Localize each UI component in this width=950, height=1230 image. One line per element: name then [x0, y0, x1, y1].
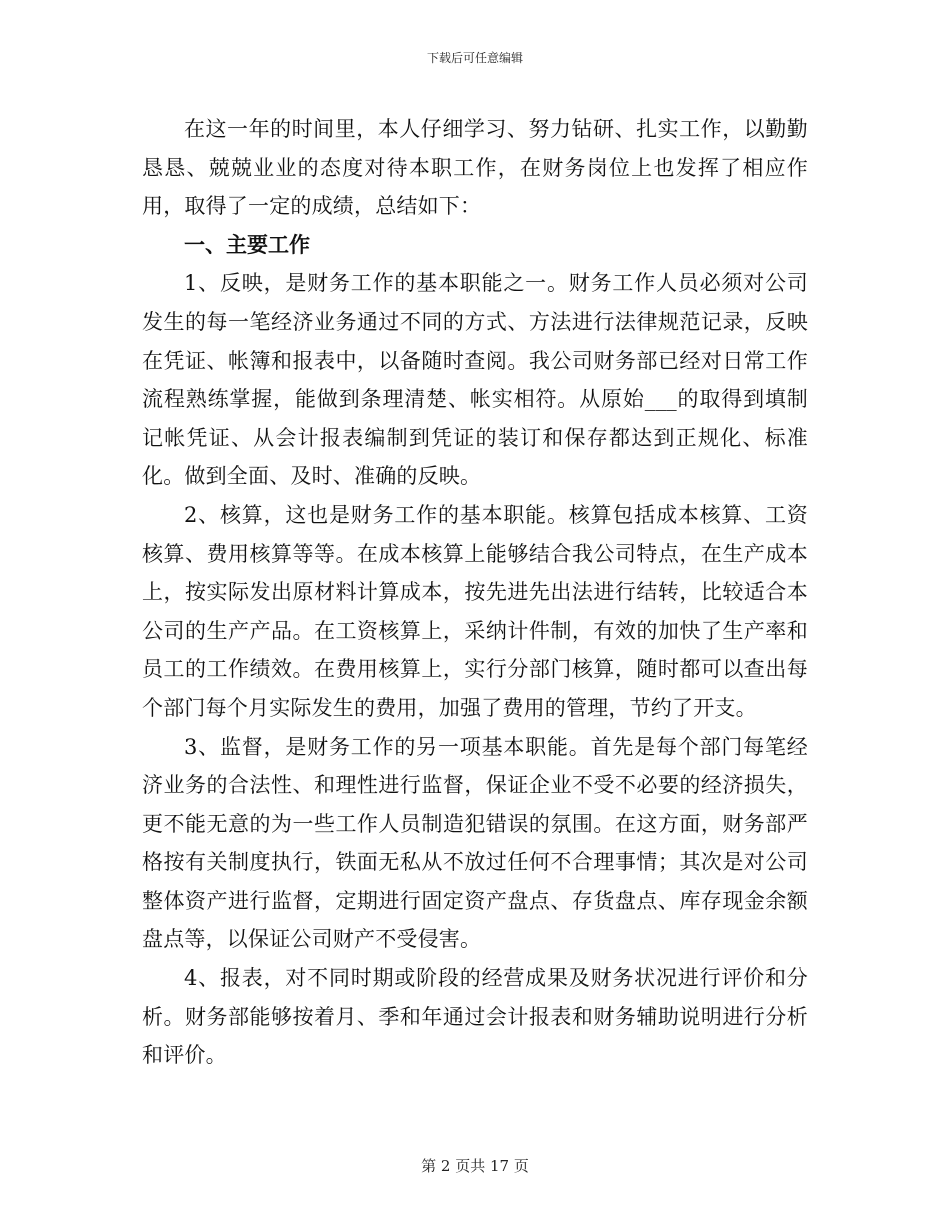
section-heading: 一、主要工作	[184, 231, 310, 257]
document-body	[142, 110, 808, 1075]
page-header: 下载后可任意编辑	[426, 51, 523, 65]
paragraph-item-1: 1、反映，是财务工作的基本职能之一。财务工作人员必须对公司发生的每一笔经济业务通过不同的方式、方法进行法律规范记录，反映在凭证、帐簿和报表中，以备随时查阅。我公司财务部已经对日常工作流程熟练掌握，能做到条理清楚、帐实相符。从原始___的取得到填制记帐凭证、从会计报表编制到凭证的装订和保存都达到正规化、标准化。做到全面、及时、准确的反映。	[142, 271, 808, 489]
paragraph-item-3: 3、监督，是财务工作的另一项基本职能。首先是每个部门每笔经济业务的合法性、和理性进行监督，保证企业不受不必要的经济损失，更不能无意的为一些工作人员制造犯错误的氛围。在这方面，财务部严格按有关制度执行，铁面无私从不放过任何不合理事情；其次是对公司整体资产进行监督，定期进行固定资产盘点、存货盘点、库存现金余额盘点等，以保证公司财产不受侵害。	[142, 734, 808, 952]
page-number: 第 2 页共 17 页	[421, 1157, 529, 1175]
paragraph-item-2: 2、核算，这也是财务工作的基本职能。核算包括成本核算、工资核算、费用核算等等。在成本核算上能够结合我公司特点，在生产成本上，按实际发出原材料计算成本，按先进先出法进行结转，比较适合本公司的生产产品。在工资核算上，采纳计件制，有效的加快了生产率和员工的工作绩效。在费用核算上，实行分部门核算，随时都可以查出每个部门每个月实际发生的费用，加强了费用的管理，节约了开支。	[142, 502, 808, 720]
intro-paragraph: 在这一年的时间里，本人仔细学习、努力钻研、扎实工作，以勤勤恳恳、兢兢业业的态度对待本职工作，在财务岗位上也发挥了相应作用，取得了一定的成绩，总结如下：	[142, 117, 808, 219]
paragraph-item-4: 4、报表，对不同时期或阶段的经营成果及财务状况进行评价和分析。财务部能够按着月、季和年通过会计报表和财务辅助说明进行分析和评价。	[142, 966, 808, 1068]
